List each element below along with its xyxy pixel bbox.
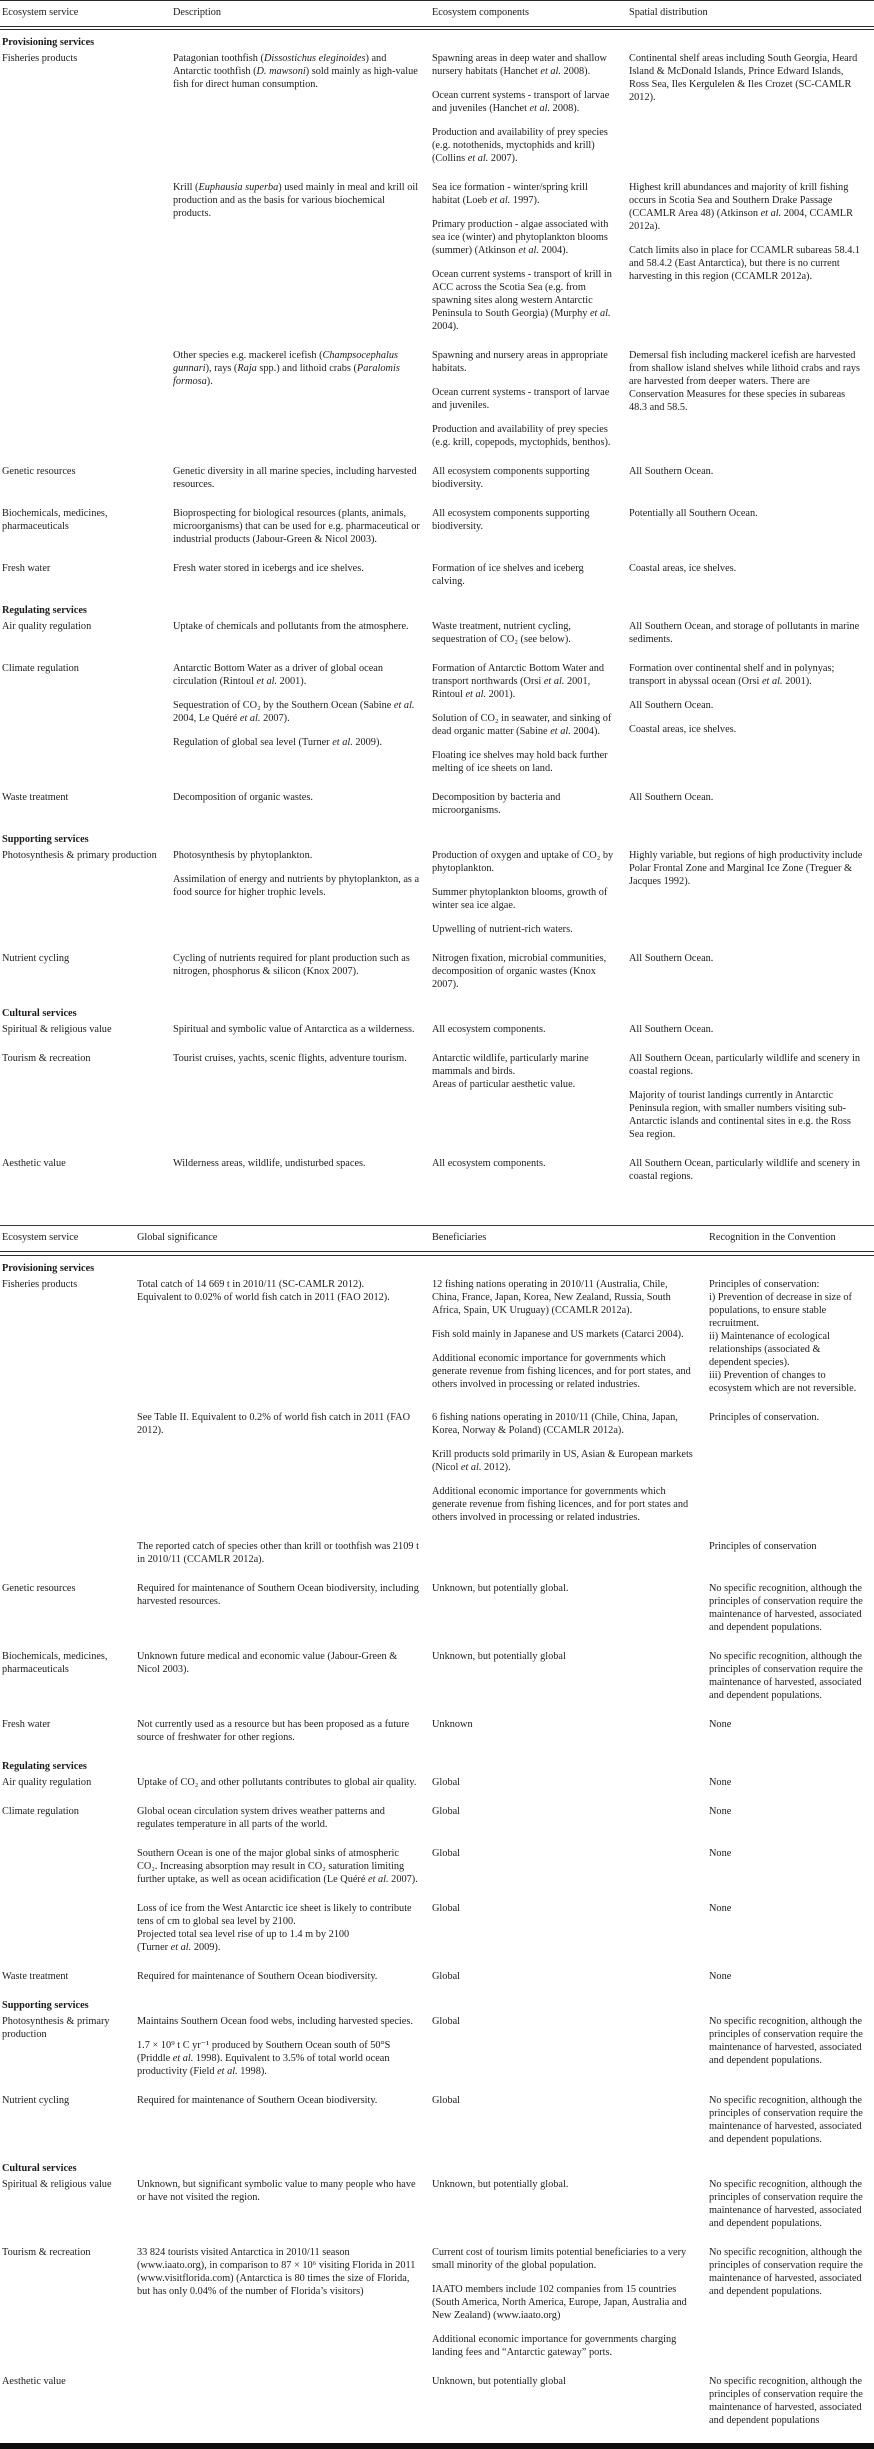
cell-paragraph: Production and availability of prey species (e.g. krill, copepods, myctophids, benthos).: [432, 424, 611, 449]
data-cell: [709, 2094, 874, 2157]
table-row: [0, 507, 874, 557]
service-cell: [2, 1847, 137, 1897]
cell-paragraph: Required for maintenance of Southern Ocean biodiversity, including harvested resources.: [137, 1582, 419, 1607]
data-cell: [629, 562, 874, 599]
cell-paragraph: Antarctic Bottom Water as a driver of global ocean circulation (Rintoul et al. 2001).: [173, 663, 383, 688]
data-cell: [137, 2178, 432, 2241]
service-cell: Nutrient cycling: [2, 2094, 70, 2106]
cell-paragraph: All ecosystem components.: [432, 1024, 546, 1036]
cell-paragraph: Spawning and nursery areas in appropriate habitats.: [432, 350, 608, 375]
data-cell: [709, 1776, 874, 1800]
data-cell: [173, 1023, 432, 1047]
data-cell: [709, 2246, 874, 2370]
cell-paragraph: Krill (Euphausia superba) used mainly in meal and krill oil production and as the basis for various biochemical products.: [173, 182, 419, 220]
cell-paragraph: Waste treatment, nutrient cycling, sequestration of CO₂ (see below).: [432, 621, 571, 646]
data-cell: [709, 2178, 874, 2241]
service-cell: Air quality regulation: [2, 621, 92, 633]
table1-body: [0, 30, 874, 1194]
cell-paragraph: None: [709, 1718, 732, 1730]
cell-paragraph: Unknown future medical and economic value (Jabour-Green & Nicol 2003).: [137, 1650, 398, 1675]
service-cell: [2, 181, 173, 344]
data-cell: [173, 1157, 432, 1194]
table1-header-ecosystem-components: Ecosystem components: [432, 7, 529, 18]
data-cell: [629, 791, 874, 828]
data-cell: [173, 52, 432, 176]
cell-paragraph: Krill products sold primarily in US, Asian & European markets (Nicol et al. 2012).: [432, 1448, 693, 1473]
cell-paragraph: Sea ice formation - winter/spring krill habitat (Loeb et al. 1997).: [432, 182, 588, 207]
data-cell: [629, 52, 874, 176]
data-cell: [432, 2375, 709, 2438]
cell-paragraph: Bioprospecting for biological resources (plants, animals, microorganisms) that can be used for e.g. pharmaceutical or industrial products (Jabour-Green & Nicol 2003).: [173, 508, 420, 546]
cell-paragraph: None: [709, 1902, 732, 1914]
data-cell: [432, 1776, 709, 1800]
table1-header-row: [0, 1, 874, 26]
data-cell: [173, 791, 432, 828]
cell-paragraph: Decomposition of organic wastes.: [173, 792, 313, 804]
service-cell: Spiritual & religious value: [2, 2178, 112, 2190]
data-cell: [432, 952, 629, 1002]
data-cell: [432, 507, 629, 557]
cell-paragraph: Nitrogen fixation, microbial communities, decomposition of organic wastes (Knox 2007).: [432, 953, 607, 991]
table-row: [0, 791, 874, 828]
cell-paragraph: No specific recognition, although the principles of conservation require the maintenance of harvested, associated and dependent populations.: [709, 1650, 863, 1701]
data-cell: [629, 1023, 874, 1047]
section-title: Provisioning services: [2, 1262, 95, 1274]
cell-paragraph: All Southern Ocean.: [629, 792, 714, 804]
table-row: [0, 2375, 874, 2438]
cell-paragraph: Unknown, but potentially global.: [432, 2178, 569, 2190]
data-cell: [709, 1411, 874, 1535]
cell-paragraph: Spiritual and symbolic value of Antarctica as a wilderness.: [173, 1024, 415, 1036]
section-title: Cultural services: [2, 2162, 77, 2174]
cell-paragraph: Other species e.g. mackerel icefish (Champsocephalus gunnari), rays (Raja spp.) and lithoid crabs (Paralomis formosa).: [173, 350, 400, 388]
cell-paragraph: Unknown, but potentially global.: [432, 1582, 569, 1594]
cell-paragraph: Global: [432, 1805, 461, 1817]
data-cell: [173, 849, 432, 947]
section-title: Supporting services: [2, 1999, 89, 2011]
data-cell: [629, 1157, 874, 1194]
table-row: [0, 952, 874, 1002]
cell-paragraph: Southern Ocean is one of the major global sinks of atmospheric CO₂. Increasing absorption may result in CO₂ saturation limiting further uptake, as well as ocean acidification (Le Quéré et al. 2007).: [137, 1847, 418, 1885]
table-row: [0, 1776, 874, 1800]
data-cell: [173, 620, 432, 657]
cell-paragraph: Coastal areas, ice shelves.: [629, 563, 737, 575]
cell-paragraph: No specific recognition, although the principles of conservation require the maintenance of harvested, associated and dependent populations.: [709, 2178, 863, 2229]
table-row: [0, 1847, 874, 1897]
data-cell: [709, 1718, 874, 1755]
cell-paragraph: Primary production - algae associated with sea ice (winter) and phytoplankton blooms (summer) (Atkinson et al. 2004).: [432, 219, 609, 257]
data-cell: [137, 1970, 432, 1994]
data-cell: [432, 1718, 709, 1755]
data-cell: [629, 620, 874, 657]
cell-paragraph: Sequestration of CO₂ by the Southern Ocean (Sabine et al. 2004, Le Quéré et al. 2007).: [173, 700, 415, 725]
service-cell: Photosynthesis & primary production: [2, 2015, 110, 2040]
cell-paragraph: Assimilation of energy and nutrients by phytoplankton, as a food source for higher trophic levels.: [173, 874, 420, 899]
cell-paragraph: Coastal areas, ice shelves.: [629, 724, 737, 736]
cell-paragraph: The reported catch of species other than krill or toothfish was 2109 t in 2010/11 (CCAMLR 2012a).: [137, 1540, 419, 1565]
data-cell: [432, 1650, 709, 1713]
table-row: [0, 1650, 874, 1713]
cell-paragraph: Additional economic importance for governments charging landing fees and “Antarctic gateway” ports.: [432, 2333, 677, 2358]
cell-paragraph: Formation over continental shelf and in polynyas; transport in abyssal ocean (Orsi et al. 2001).: [629, 663, 835, 688]
service-cell: [2, 1411, 137, 1535]
service-cell: [2, 1902, 137, 1965]
data-cell: [173, 349, 432, 460]
cell-paragraph: 1.7 × 10⁹ t C yr⁻¹ produced by Southern Ocean south of 50°S (Priddle et al. 1998). Equivalent to 3.5% of total world ocean productivity (Field et al. 1998).: [137, 2039, 391, 2077]
service-cell: Nutrient cycling: [2, 953, 70, 965]
data-cell: [137, 2246, 432, 2370]
data-cell: [629, 507, 874, 557]
table-row: [0, 1540, 874, 1577]
data-cell: [173, 465, 432, 502]
cell-paragraph: Not currently used as a resource but has been proposed as a future source of freshwater for other regions.: [137, 1718, 410, 1743]
service-cell: Fresh water: [2, 1718, 51, 1730]
data-cell: [432, 562, 629, 599]
cell-paragraph: Global: [432, 1776, 461, 1788]
cell-paragraph: Continental shelf areas including South Georgia, Heard Island & McDonald Islands, Prince Edward Islands, Ross Sea, Iles Kergulelen & Iles Crozet (SC-CAMLR 2012).: [629, 53, 858, 104]
data-cell: [629, 465, 874, 502]
cell-paragraph: Uptake of chemicals and pollutants from the atmosphere.: [173, 621, 409, 633]
data-cell: [432, 1540, 709, 1577]
cell-paragraph: Solution of CO₂ in seawater, and sinking of dead organic matter (Sabine et al. 2004).: [432, 713, 612, 738]
cell-paragraph: No specific recognition, although the principles of conservation require the maintenance of harvested, associated and dependent populations: [709, 2375, 863, 2426]
data-cell: [432, 1902, 709, 1965]
data-cell: [432, 1052, 629, 1152]
cell-paragraph: Decomposition by bacteria and microorganisms.: [432, 792, 561, 817]
service-cell: Fresh water: [2, 563, 51, 575]
table-row: [0, 849, 874, 947]
data-cell: [709, 1847, 874, 1897]
data-cell: [432, 1023, 629, 1047]
data-cell: [137, 2015, 432, 2089]
table2-header-ecosystem-service: Ecosystem service: [2, 1232, 79, 1244]
cell-paragraph: Patagonian toothfish (Dissostichus eleginoides) and Antarctic toothfish (D. mawsoni) sold mainly as high-value fish for direct human consumption.: [173, 53, 418, 91]
cell-paragraph: Unknown, but potentially global: [432, 2375, 566, 2387]
cell-paragraph: Ocean current systems - transport of larvae and juveniles (Hanchet et al. 2008).: [432, 90, 610, 115]
service-cell: Waste treatment: [2, 792, 69, 804]
table-row: [0, 1278, 874, 1406]
data-cell: [137, 1718, 432, 1755]
cell-paragraph: See Table II. Equivalent to 0.2% of world fish catch in 2011 (FAO 2012).: [137, 1411, 411, 1436]
service-cell: Spiritual & religious value: [2, 1024, 112, 1036]
table2-header-global-significance: Global significance: [137, 1232, 218, 1244]
cell-paragraph: Uptake of CO₂ and other pollutants contributes to global air quality.: [137, 1776, 417, 1788]
data-cell: [432, 2015, 709, 2089]
data-cell: [629, 349, 874, 460]
cell-paragraph: Ocean current systems - transport of larvae and juveniles.: [432, 387, 610, 412]
data-cell: [173, 181, 432, 344]
data-cell: [173, 562, 432, 599]
data-cell: [709, 1650, 874, 1713]
data-cell: [173, 662, 432, 786]
data-cell: [432, 1411, 709, 1535]
cell-paragraph: 12 fishing nations operating in 2010/11 (Australia, Chile, China, France, Japan, Korea, New Zealand, Russia, South Africa, Spain, UK Uruguay) (CCAMLR 2012a).: [432, 1278, 671, 1316]
table-row: [0, 1805, 874, 1842]
data-cell: [432, 849, 629, 947]
data-cell: [432, 2178, 709, 2241]
cell-paragraph: Global: [432, 2015, 461, 2027]
section-title: Supporting services: [2, 834, 89, 846]
cell-paragraph: All Southern Ocean, and storage of pollutants in marine sediments.: [629, 621, 860, 646]
table1-header-ecosystem-service: Ecosystem service: [2, 7, 79, 18]
cell-paragraph: Wilderness areas, wildlife, undisturbed spaces.: [173, 1158, 366, 1170]
cell-paragraph: Formation of ice shelves and iceberg calving.: [432, 563, 584, 588]
table2-body: [0, 1256, 874, 2438]
data-cell: [432, 662, 629, 786]
data-cell: [709, 1902, 874, 1965]
service-cell: Climate regulation: [2, 663, 79, 675]
table-row: [0, 662, 874, 786]
cell-paragraph: None: [709, 1970, 732, 1982]
service-cell: [2, 349, 173, 460]
data-cell: [137, 1776, 432, 1800]
cell-paragraph: Required for maintenance of Southern Ocean biodiversity.: [137, 2094, 378, 2106]
cell-paragraph: All ecosystem components supporting biodiversity.: [432, 466, 590, 491]
data-cell: [137, 1411, 432, 1535]
data-cell: [432, 2246, 709, 2370]
table-bottom-rule: [0, 2443, 874, 2449]
cell-paragraph: No specific recognition, although the principles of conservation require the maintenance of harvested, associated and dependent populations.: [709, 2246, 863, 2297]
data-cell: [709, 1805, 874, 1842]
section-title: Cultural services: [2, 1008, 77, 1020]
data-cell: [432, 791, 629, 828]
cell-paragraph: Additional economic importance for governments which generate revenue from fishing licences, and for port states, and others involved in processing or related industries.: [432, 1352, 691, 1390]
table-row: [0, 1970, 874, 1994]
service-cell: Genetic resources: [2, 1582, 76, 1594]
service-cell: Fisheries products: [2, 1278, 78, 1290]
data-cell: [432, 1582, 709, 1645]
cell-paragraph: None: [709, 1805, 732, 1817]
cell-paragraph: Principles of conservation: [709, 1540, 817, 1552]
cell-paragraph: Fish sold mainly in Japanese and US markets (Catarci 2004).: [432, 1328, 684, 1340]
data-cell: [709, 1970, 874, 1994]
data-cell: [432, 620, 629, 657]
cell-paragraph: No specific recognition, although the principles of conservation require the maintenance of harvested, associated and dependent populations.: [709, 2015, 863, 2066]
cell-paragraph: Potentially all Southern Ocean.: [629, 508, 758, 520]
cell-paragraph: Global: [432, 1847, 461, 1859]
data-cell: [137, 1805, 432, 1842]
cell-paragraph: Fresh water stored in icebergs and ice shelves.: [173, 563, 364, 575]
data-cell: [432, 52, 629, 176]
cell-paragraph: Total catch of 14 669 t in 2010/11 (SC-CAMLR 2012). Equivalent to 0.02% of world fish catch in 2011 (FAO 2012).: [137, 1278, 390, 1303]
service-cell: Tourism & recreation: [2, 1053, 91, 1065]
table-row: [0, 2246, 874, 2370]
cell-paragraph: None: [709, 1847, 732, 1859]
cell-paragraph: All Southern Ocean.: [629, 953, 714, 965]
cell-paragraph: Principles of conservation: i) Prevention of decrease in size of populations, to ensure stable recruitment. ii) Maintenance of ecological relationships (associated & dependent species). iii) Prevention of changes to ecosystem which are not reversible.: [709, 1278, 857, 1394]
table-row: [0, 620, 874, 657]
data-cell: [629, 662, 874, 786]
data-cell: [137, 1540, 432, 1577]
cell-paragraph: Global: [432, 1902, 461, 1914]
data-cell: [432, 465, 629, 502]
cell-paragraph: Genetic diversity in all marine species, including harvested resources.: [173, 466, 417, 491]
data-cell: [137, 1847, 432, 1897]
table-row: [0, 2094, 874, 2157]
data-cell: [629, 181, 874, 344]
table-row: [0, 349, 874, 460]
data-cell: [709, 1582, 874, 1645]
table-row: [0, 1052, 874, 1152]
section-title: Regulating services: [2, 1760, 87, 1772]
cell-paragraph: All Southern Ocean.: [629, 466, 714, 478]
service-cell: Genetic resources: [2, 466, 76, 478]
cell-paragraph: Production of oxygen and uptake of CO₂ by phytoplankton.: [432, 850, 614, 875]
section-title: Regulating services: [2, 605, 87, 617]
cell-paragraph: All ecosystem components.: [432, 1158, 546, 1170]
cell-paragraph: Antarctic wildlife, particularly marine mammals and birds. Areas of particular aesthetic value.: [432, 1053, 589, 1091]
data-cell: [137, 1278, 432, 1406]
table2-global-significance: [0, 1225, 874, 2442]
data-cell: [709, 2015, 874, 2089]
cell-paragraph: IAATO members include 102 companies from 15 countries (South America, North America, Europe, Japan, Australia and New Zealand) (www.iaato.org): [432, 2283, 687, 2321]
cell-paragraph: Unknown, but significant symbolic value to many people who have or have not visited the region.: [137, 2178, 416, 2203]
cell-paragraph: Unknown, but potentially global: [432, 1650, 566, 1662]
service-cell: Aesthetic value: [2, 1158, 66, 1170]
data-cell: [432, 181, 629, 344]
table-row: [0, 2178, 874, 2241]
service-cell: [2, 1540, 137, 1577]
data-cell: [709, 1278, 874, 1406]
cell-paragraph: Additional economic importance for governments which generate revenue from fishing licences, and for port states and others involved in processing or related industries.: [432, 1485, 689, 1523]
cell-paragraph: All ecosystem components supporting biodiversity.: [432, 508, 590, 533]
service-cell: Biochemicals, medicines, pharmaceuticals: [2, 1650, 108, 1675]
table2-header-row: [0, 1226, 874, 1251]
cell-paragraph: Formation of Antarctic Bottom Water and transport northwards (Orsi et al. 2001, Rintoul et al. 2001).: [432, 663, 604, 701]
table1-header-spatial-distribution: Spatial distribution: [629, 7, 708, 18]
cell-paragraph: All Southern Ocean, particularly wildlife and scenery in coastal regions.: [629, 1053, 861, 1078]
data-cell: [629, 849, 874, 947]
cell-paragraph: Global: [432, 1970, 461, 1982]
cell-paragraph: Upwelling of nutrient-rich waters.: [432, 924, 573, 936]
cell-paragraph: Production and availability of prey species (e.g. notothenids, myctophids and krill) (Collins et al. 2007).: [432, 127, 608, 165]
cell-paragraph: Principles of conservation.: [709, 1411, 820, 1423]
table1-header-description: Description: [173, 7, 222, 18]
data-cell: [709, 2375, 874, 2438]
table-row: [0, 2015, 874, 2089]
cell-paragraph: Maintains Southern Ocean food webs, including harvested species.: [137, 2015, 413, 2027]
table-row: [0, 465, 874, 502]
service-cell: Tourism & recreation: [2, 2246, 91, 2258]
service-cell: Photosynthesis & primary production: [2, 850, 157, 862]
data-cell: [432, 1805, 709, 1842]
data-cell: [432, 1847, 709, 1897]
table-row: [0, 1902, 874, 1965]
cell-paragraph: Spawning areas in deep water and shallow nursery habitats (Hanchet et al. 2008).: [432, 53, 607, 78]
section-title: Provisioning services: [2, 37, 95, 49]
cell-paragraph: Demersal fish including mackerel icefish are harvested from shallow island shelves while lithoid crabs and rays are harvested from deeper waters. There are Conservation Measures for these species in subareas 48.3 and 58.5.: [629, 350, 861, 414]
table-row: [0, 1157, 874, 1194]
service-cell: Biochemicals, medicines, pharmaceuticals: [2, 508, 108, 533]
data-cell: [629, 1052, 874, 1152]
cell-paragraph: Majority of tourist landings currently in Antarctic Peninsula region, with smaller numbers visiting sub-Antarctic islands and continental sites in e.g. the Ross Sea region.: [629, 1090, 851, 1141]
cell-paragraph: Floating ice shelves may hold back further melting of ice sheets on land.: [432, 750, 608, 775]
data-cell: [173, 1052, 432, 1152]
service-cell: Aesthetic value: [2, 2375, 66, 2387]
data-cell: [173, 507, 432, 557]
data-cell: [137, 2094, 432, 2157]
service-cell: Fisheries products: [2, 53, 78, 65]
cell-paragraph: Loss of ice from the West Antarctic ice sheet is likely to contribute tens of cm to global sea level by 2100. Projected total sea level rise of up to 1.4 m by 2100 (Turner et al. 2009).: [137, 1902, 412, 1953]
data-cell: [137, 2375, 432, 2438]
table-row: [0, 1582, 874, 1645]
data-cell: [432, 1970, 709, 1994]
table1-ecosystem-services: [0, 1, 874, 1199]
cell-paragraph: All Southern Ocean.: [629, 1024, 714, 1036]
cell-paragraph: All Southern Ocean, particularly wildlife and scenery in coastal regions.: [629, 1158, 861, 1183]
data-cell: [432, 1157, 629, 1194]
cell-paragraph: Global ocean circulation system drives weather patterns and regulates temperature in all parts of the world.: [137, 1805, 385, 1830]
data-cell: [432, 349, 629, 460]
data-cell: [432, 1278, 709, 1406]
cell-paragraph: 33 824 tourists visited Antarctica in 2010/11 season (www.iaato.org), in comparison to 87 × 10⁶ visiting Florida in 2011 (www.visitflorida.com) (Antarctica is 80 times the size of Florida, but has only 0.04% of the number of Florida’s visitors): [137, 2246, 416, 2297]
service-cell: Waste treatment: [2, 1970, 69, 1982]
table2-header-recognition: Recognition in the Convention: [709, 1232, 836, 1244]
table-row: [0, 181, 874, 344]
cell-paragraph: Tourist cruises, yachts, scenic flights, adventure tourism.: [173, 1053, 407, 1065]
cell-paragraph: Highly variable, but regions of high productivity include Polar Frontal Zone and Marginal Ice Zone (Treguer & Jacques 1992).: [629, 850, 863, 888]
table-row: [0, 562, 874, 599]
cell-paragraph: No specific recognition, although the principles of conservation require the maintenance of harvested, associated and dependent populations.: [709, 1582, 863, 1633]
service-cell: Air quality regulation: [2, 1776, 92, 1788]
cell-paragraph: No specific recognition, although the principles of conservation require the maintenance of harvested, associated and dependent populations.: [709, 2094, 863, 2145]
cell-paragraph: Highest krill abundances and majority of krill fishing occurs in Scotia Sea and Southern Drake Passage (CCAMLR Area 48) (Atkinson et al. 2004, CCAMLR 2012a).: [629, 182, 853, 233]
table2-header-beneficiaries: Beneficiaries: [432, 1232, 487, 1244]
table-row: [0, 1718, 874, 1755]
data-cell: [137, 1902, 432, 1965]
cell-paragraph: Required for maintenance of Southern Ocean biodiversity.: [137, 1970, 378, 1982]
cell-paragraph: Unknown: [432, 1718, 473, 1730]
cell-paragraph: Catch limits also in place for CCAMLR subareas 58.4.1 and 58.4.2 (East Antarctica), but there is no current harvesting in this region (CCAMLR 2012a).: [629, 245, 861, 283]
data-cell: [629, 952, 874, 1002]
cell-paragraph: Cycling of nutrients required for plant production such as nitrogen, phosphorus & silicon (Knox 2007).: [173, 953, 410, 978]
service-cell: Climate regulation: [2, 1805, 79, 1817]
cell-paragraph: All Southern Ocean.: [629, 700, 714, 712]
table-row: [0, 52, 874, 176]
data-cell: [137, 1650, 432, 1713]
cell-paragraph: 6 fishing nations operating in 2010/11 (Chile, China, Japan, Korea, Norway & Poland) (CCAMLR 2012a).: [432, 1411, 678, 1436]
table-row: [0, 1023, 874, 1047]
data-cell: [432, 2094, 709, 2157]
cell-paragraph: Current cost of tourism limits potential beneficiaries to a very small minority of the global population.: [432, 2246, 687, 2271]
cell-paragraph: None: [709, 1776, 732, 1788]
data-cell: [137, 1582, 432, 1645]
cell-paragraph: Global: [432, 2094, 461, 2106]
cell-paragraph: Photosynthesis by phytoplankton.: [173, 850, 313, 862]
cell-paragraph: Regulation of global sea level (Turner et al. 2009).: [173, 737, 382, 749]
data-cell: [173, 952, 432, 1002]
cell-paragraph: Summer phytoplankton blooms, growth of winter sea ice algae.: [432, 887, 608, 912]
table-row: [0, 1411, 874, 1535]
cell-paragraph: Ocean current systems - transport of krill in ACC across the Scotia Sea (e.g. from spawning sites along western Antarctic Peninsula to South Georgia) (Murphy et al. 2004).: [432, 269, 612, 333]
data-cell: [709, 1540, 874, 1577]
